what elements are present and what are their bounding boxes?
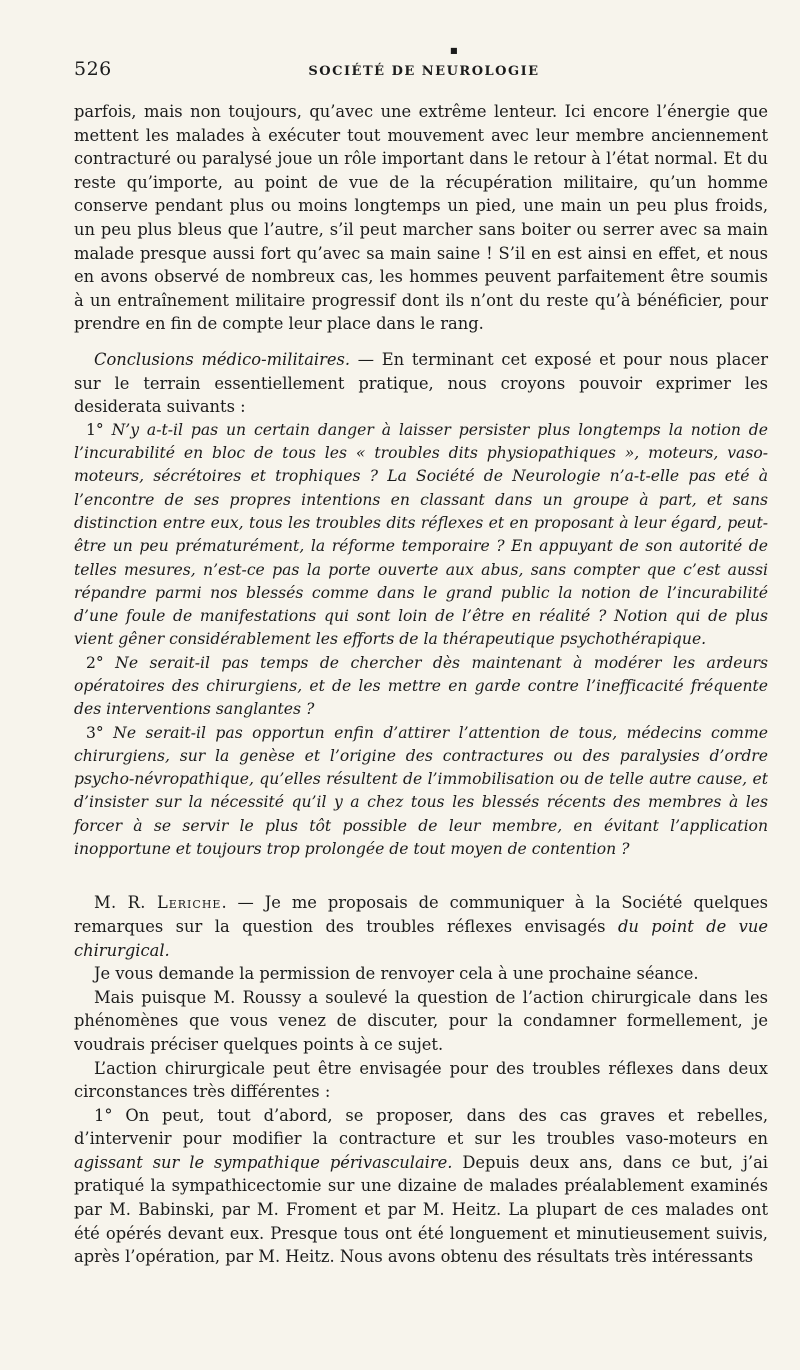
final-text-b: Depuis deux ans, dans ce but, j’ai pratiqué la sympathicectomie sur une dizaine de malades préalablement examinés par M. Babinski, par M. Froment et par M. Heitz. La plupart de ces malades ont été opérés devant eux. Presque tous ont été longuement et minutieusement suivis, après l’opération, par M. Heitz. Nous avons obtenu des résultats très intéressants (74, 1152, 768, 1267)
final-text-a: On peut, tout d’abord, se proposer, dans des cas graves et rebelles, d’intervenir pour modifier la contracture et sur les troubles vaso-moteurs en (74, 1105, 768, 1149)
item-number: 1° (86, 420, 104, 439)
desiderata-item-3 (74, 722, 768, 862)
running-head: SOCIÉTÉ DE NEUROLOGIE (308, 64, 540, 79)
paragraph-sympathicectomie (74, 1104, 768, 1269)
body-text (74, 100, 768, 1269)
final-italic: agissant sur le sympathique périvasculaire. (74, 1152, 453, 1172)
desiderata-list (74, 419, 768, 862)
ornament-mark: ■ (450, 46, 458, 55)
item-text: Ne serait-il pas temps de chercher dès maintenant à modérer les ardeurs opératoires des chirurgiens, et de les mettre en garde contre l’inefficacité fréquente des interventions sanglantes ? (74, 653, 768, 719)
speaker-prefix: M. R. (94, 893, 157, 913)
item-text: Ne serait-il pas opportun enfin d’attirer l’attention de tous, médecins comme chirurgiens, sur la genèse et l’origine des contractures ou des paralysies d’ordre psycho-névropathique, qu’elles résultent de l’immobilisation ou de telle autre cause, et d’insister sur la nécessité qu’il y a chez tous les blessés récents des membres à les forcer à se servir le plus tôt possible de leur membre, en évitant l’application inopportune et toujours trop prolongée de tout moyen de contention ? (74, 723, 768, 859)
paragraph-roussy: Mais puisque M. Roussy a soulevé la question de l’action chirurgicale dans les phénomènes que vous venez de discuter, pour la condamner formellement, je voudrais préciser quelques points à ce sujet. (74, 987, 768, 1054)
leriche-text: . — Je me proposais de communiquer à la Société quelques remarques sur la question des troubles réflexes envisagés (74, 893, 768, 936)
desiderata-item-2 (74, 652, 768, 722)
speaker-name: Leriche (156, 893, 222, 913)
desiderata-item-1 (74, 419, 768, 652)
paragraph-action: L’action chirurgicale peut être envisagée pour des troubles réflexes dans deux circonstances très différentes : (74, 1058, 768, 1102)
conclusions-intro: — En terminant cet exposé et pour nous placer sur le terrain essentiellement pratique, nous croyons pouvoir exprimer les desiderata suivants : (74, 349, 769, 417)
item-number: 2° (86, 653, 104, 672)
page-header (74, 46, 774, 88)
item-text: N’y a-t-il pas un certain danger à laisser persister plus longtemps la notion de l’incurabilité en bloc de tous les « troubles dits physiopathiques », moteurs, vaso-moteurs, sécrétoires et trophiques ? La Société de Neurologie n’a-t-elle pas eté à l’encontre de ses propres intentions en classant dans un groupe à part, et sans distinction entre eux, tous les troubles dits réflexes et en proposant à leur égard, peut-être un peu prématurément, la réforme temporaire ? En appuyant de son autorité de telles mesures, n’est-ce pas la porte ouverte aux abus, sans compter que c’est aussi répandre parmi nos blessés comme dans le grand public la notion de l’incurabilité d’une foule de manifestations qui sont loin de l’être en réalité ? Notion qui de plus vient gêner considérablement les efforts de la thérapeutique psychothérapique. (74, 420, 768, 649)
page-number: 526 (74, 58, 112, 80)
paragraph-leriche (74, 891, 768, 962)
leriche-italic: du point de vue chirurgical. (74, 916, 768, 960)
item-number: 1° (94, 1105, 113, 1125)
conclusions-heading: Conclusions médico-militaires. (94, 349, 351, 369)
item-number: 3° (86, 723, 104, 742)
paragraph-conclusions (74, 348, 768, 419)
paragraph-demande: Je vous demande la permission de renvoyer cela à une prochaine séance. (94, 964, 699, 984)
paragraph-recuperation: parfois, mais non toujours, qu’avec une extrême lenteur. Ici encore l’énergie que mettent les malades à exécuter tout mouvement avec leur membre anciennement contracturé ou paralysé joue un rôle important dans le retour à l’état normal. Et du reste qu’importe, au point de vue de la récupération militaire, qu’un homme conserve pendant plus ou moins longtemps un pied, une main un peu plus froids, un peu plus bleus que l’autre, s’il peut marcher sans boiter ou serrer avec sa main malade presque aussi fort qu’avec sa main saine ! S’il en est ainsi en effet, et nous en avons observé de nombreux cas, les hommes peuvent parfaitement être soumis à un entraînement militaire progressif dont ils n’ont du reste qu’à bénéficier, pour prendre en fin de compte leur place dans le rang. (74, 102, 768, 334)
